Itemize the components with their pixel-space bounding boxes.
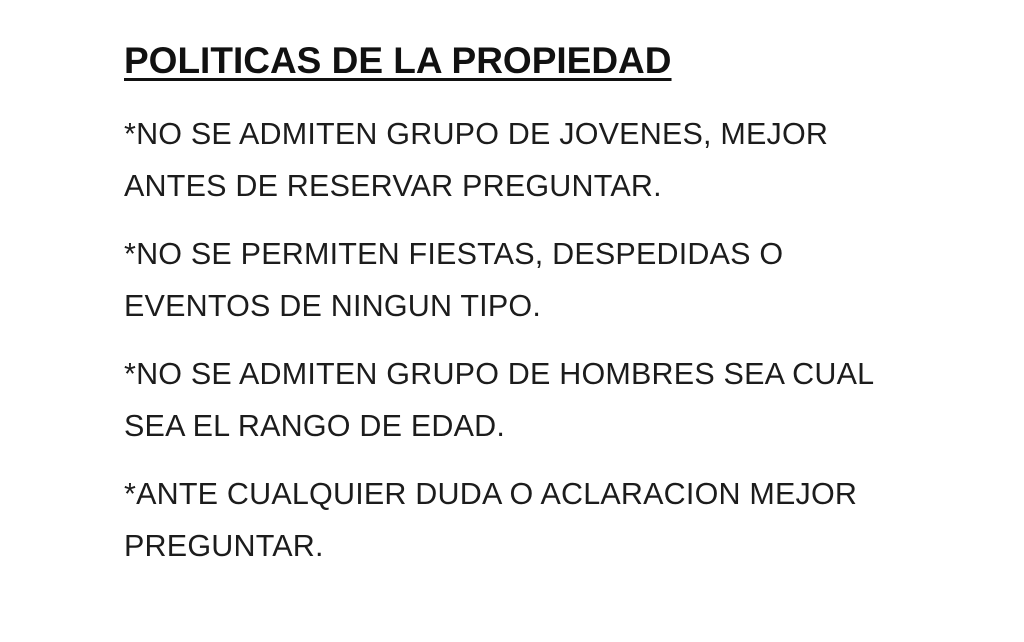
policy-item-no-parties [124,228,944,332]
policy-line: *NO SE ADMITEN GRUPO DE HOMBRES SEA CUAL [124,357,875,391]
policy-line: *NO SE PERMITEN FIESTAS, DESPEDIDAS O [124,237,784,271]
policy-line: *ANTE CUALQUIER DUDA O ACLARACION MEJOR [124,477,858,511]
policy-line: ANTES DE RESERVAR PREGUNTAR. [124,169,662,203]
policy-item-male-groups [124,348,944,452]
policy-item-ask-questions [124,468,944,572]
policy-line: PREGUNTAR. [124,529,324,563]
policy-line: *NO SE ADMITEN GRUPO DE JOVENES, MEJOR [124,117,829,151]
policy-line: EVENTOS DE NINGUN TIPO. [124,289,541,323]
policy-line: SEA EL RANGO DE EDAD. [124,409,506,443]
policy-document [124,38,944,588]
policy-list [124,108,944,572]
policy-item-young-groups [124,108,944,212]
page-title: POLITICAS DE LA PROPIEDAD [124,40,672,81]
